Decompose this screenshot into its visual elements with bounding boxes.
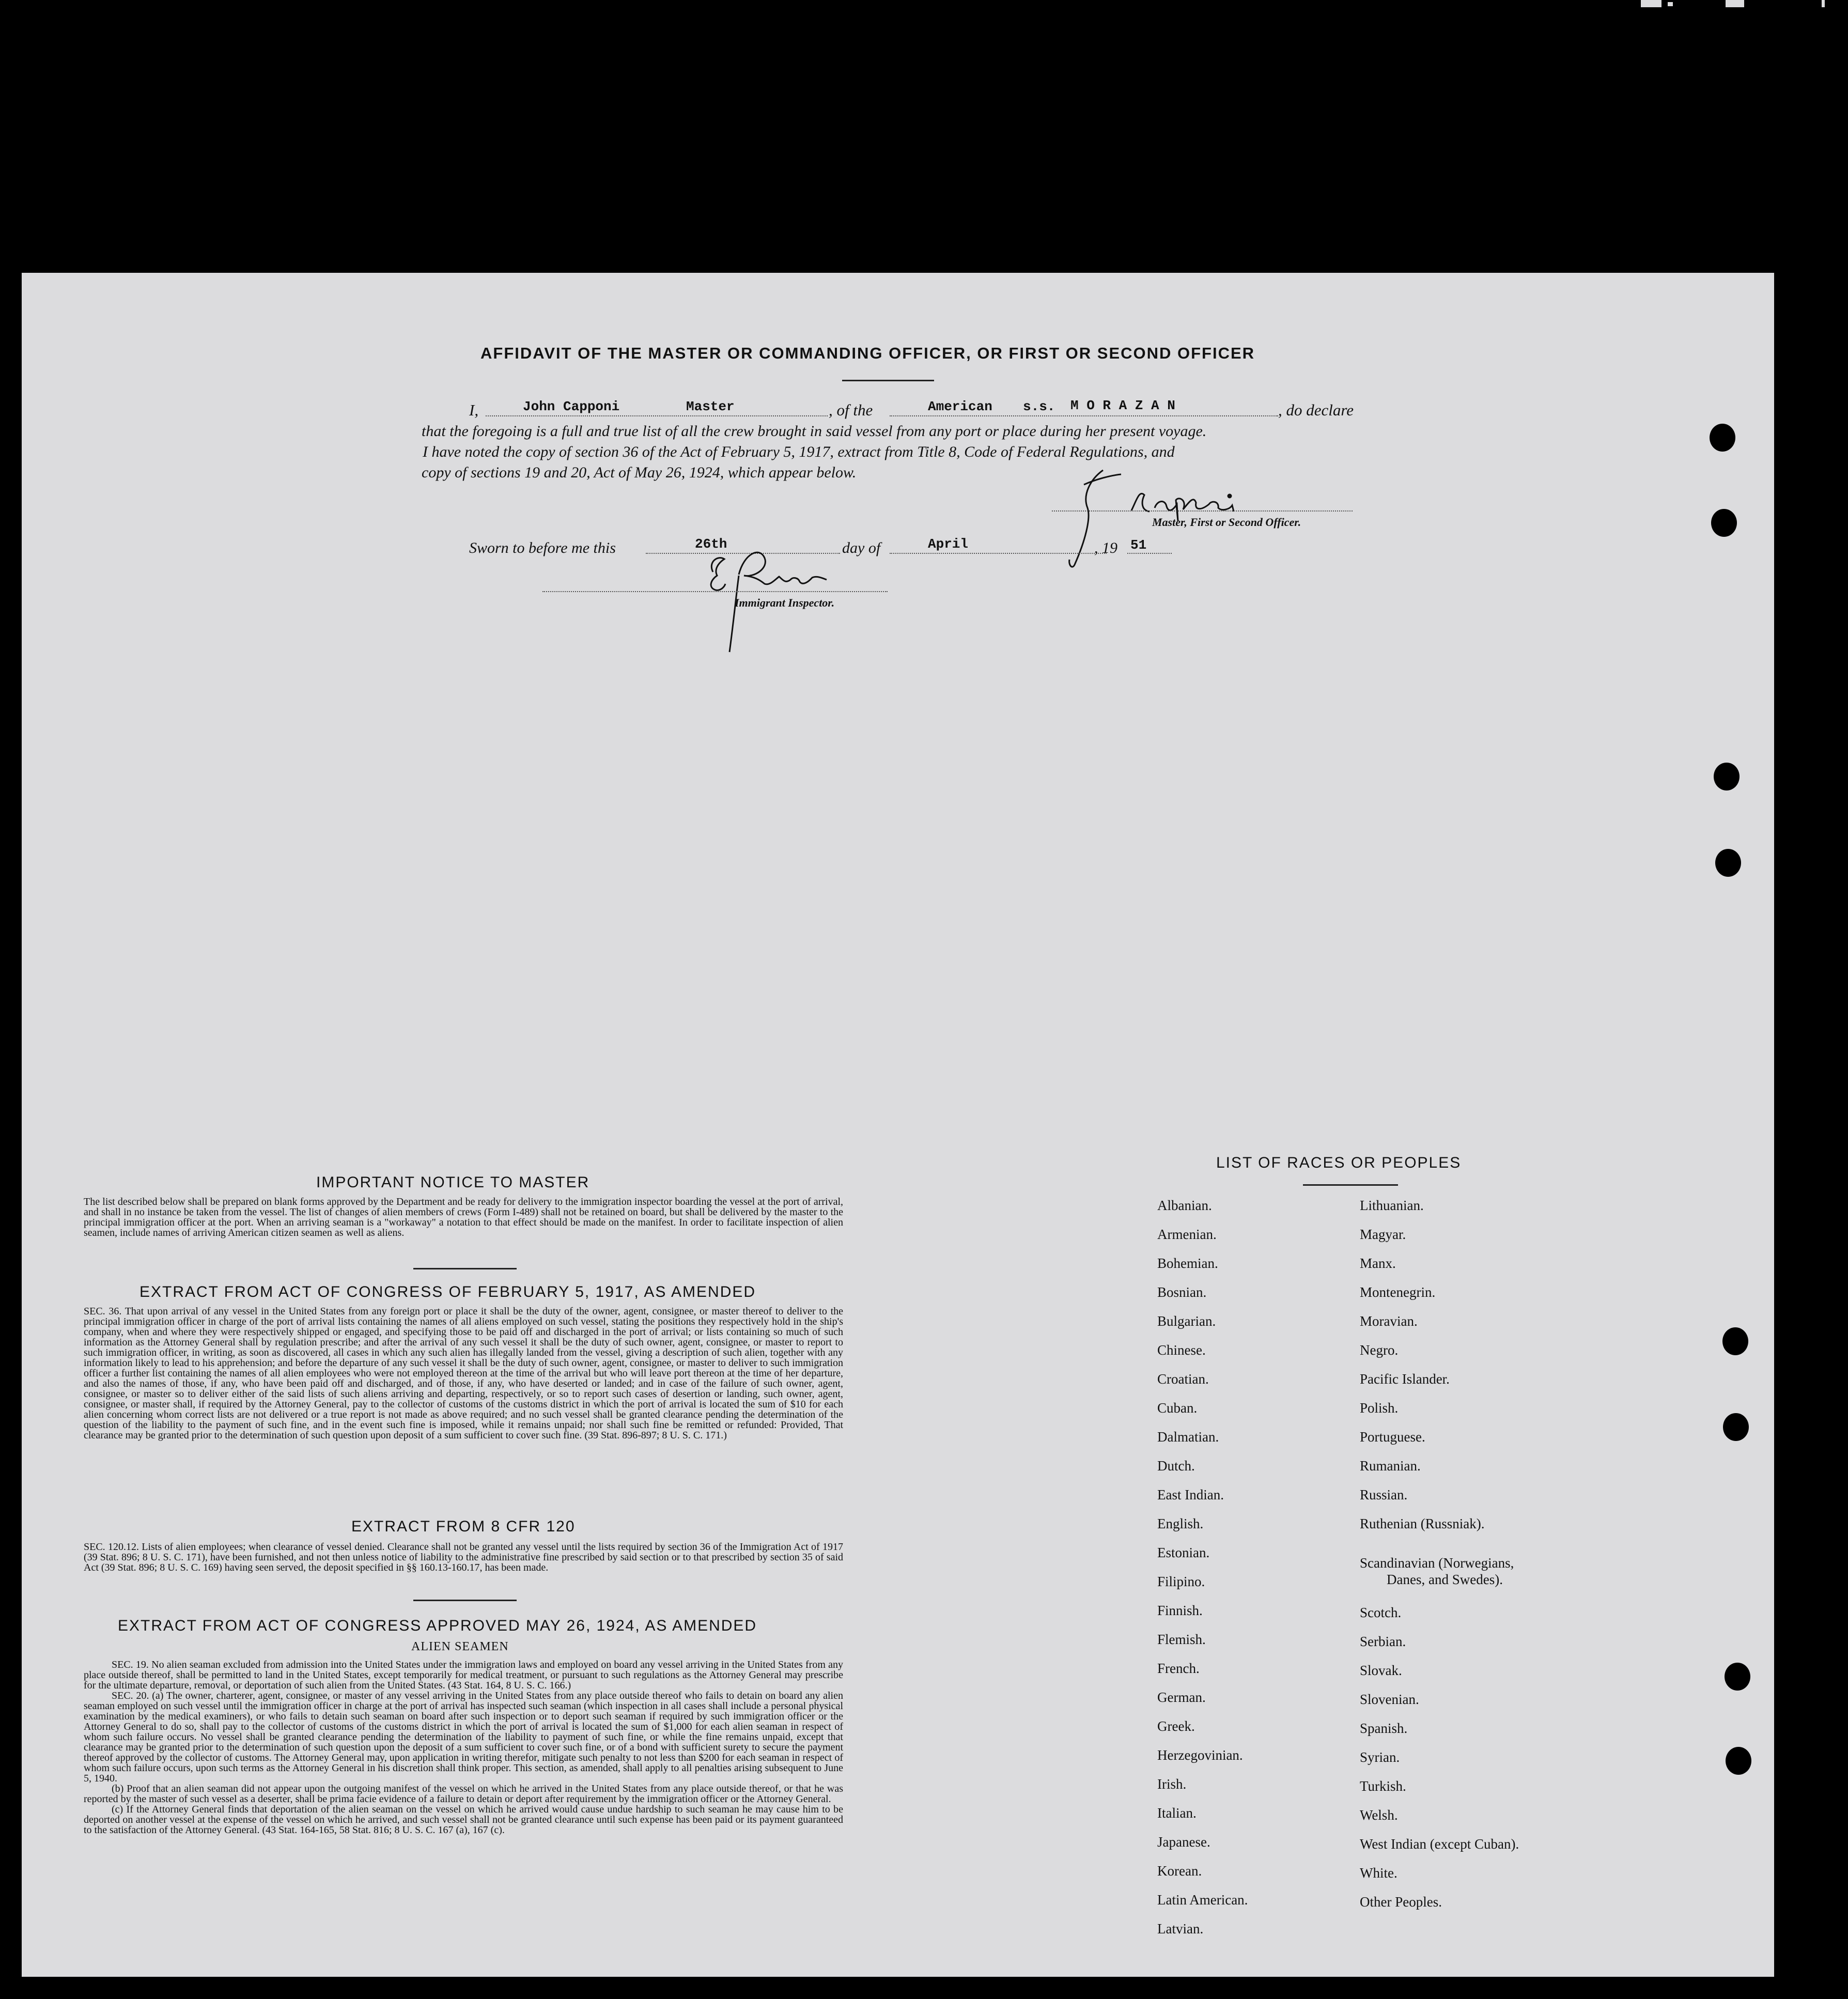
punch-hole bbox=[1714, 763, 1740, 791]
notice-rule bbox=[413, 1268, 517, 1269]
notice-title: IMPORTANT NOTICE TO MASTER bbox=[316, 1174, 590, 1191]
punch-hole bbox=[1726, 1747, 1751, 1775]
sworn-text: Sworn to before me this bbox=[469, 539, 616, 556]
scan-speck bbox=[1822, 0, 1825, 7]
extract-cfr-title: EXTRACT FROM 8 CFR 120 bbox=[351, 1518, 576, 1535]
race-item: Irish. bbox=[1157, 1776, 1187, 1792]
vessel-fill-line bbox=[890, 415, 1278, 416]
race-item: Spanish. bbox=[1360, 1721, 1408, 1736]
race-item: Rumanian. bbox=[1360, 1458, 1421, 1474]
race-item: Magyar. bbox=[1360, 1227, 1406, 1242]
race-item: East Indian. bbox=[1157, 1487, 1224, 1502]
extract-1924-title: EXTRACT FROM ACT OF CONGRESS APPROVED MAY 26, 1924, AS AMENDED bbox=[118, 1617, 757, 1634]
race-item: English. bbox=[1157, 1516, 1204, 1531]
affidavit-line-3: I have noted the copy of section 36 of the Act of February 5, 1917, extract from Title 8, Code of Federal Regulations, and bbox=[423, 443, 1175, 460]
race-item: Negro. bbox=[1360, 1342, 1399, 1358]
sec-20a-text: SEC. 20. (a) The owner, charterer, agent, consignee, or master of any vessel arriving in the United States from any place outside thereof who fails to detain on board any alien seaman employed on such vessel until the immigration officer in charge at the port of arrival has inspected such seaman (which inspection in all cases shall include a personal physical examination by the medical examiners), or who fails to detain such seaman on board after such inspection or to deport such seaman if required by such immigration officer or the Attorney General to do so, shall pay to the collector of customs of the customs district in which the port of arrival is located the sum of $1,000 for each alien seaman in respect of whom such failure occurs. No vessel shall be granted clearance pending the determination of the liability to payment of such fine, or while the fine remains unpaid, except that clearance may be granted prior to the determination of such question upon the deposit of a sum sufficient to cover such fine, or of a bond with sufficient surety to secure the payment thereof approved by the collector of customs. The Attorney General may, upon application in writing therefor, mitigate such penalty to not less than $200 for each seaman in respect of whom such failure occurs, upon such terms as the Attorney General in his discretion shall think proper. This section, as amended, shall apply to all penalties arising subsequent to June 5, 1940. bbox=[84, 1690, 843, 1784]
race-item: German. bbox=[1157, 1690, 1206, 1705]
race-item: Greek. bbox=[1157, 1718, 1195, 1734]
race-item: Croatian. bbox=[1157, 1371, 1209, 1387]
master-name: John Capponi bbox=[523, 399, 620, 414]
name-fill-line bbox=[486, 415, 828, 416]
sworn-day: 26th bbox=[695, 536, 727, 552]
master-rank: Master bbox=[686, 399, 735, 414]
vessel-name: M O R A Z A N bbox=[1070, 398, 1175, 413]
race-item: Cuban. bbox=[1157, 1400, 1198, 1416]
punch-hole bbox=[1710, 424, 1735, 452]
inspector-caption: Immigrant Inspector. bbox=[735, 596, 835, 609]
extract-1924-body bbox=[84, 1660, 843, 1835]
race-item: Scandinavian (Norwegians, bbox=[1360, 1555, 1514, 1571]
race-item: Welsh. bbox=[1360, 1807, 1398, 1823]
vessel-prefix: s.s. bbox=[1023, 399, 1055, 414]
race-item: White. bbox=[1360, 1865, 1397, 1881]
race-item: Danes, and Swedes). bbox=[1387, 1572, 1503, 1587]
race-item: Moravian. bbox=[1360, 1313, 1418, 1329]
signer-caption: Master, First or Second Officer. bbox=[1152, 516, 1301, 529]
race-item: West Indian (except Cuban). bbox=[1360, 1836, 1519, 1852]
extract-cfr-body bbox=[84, 1542, 843, 1573]
race-item: Portuguese. bbox=[1360, 1429, 1425, 1445]
sworn-year-prefix: , 19 bbox=[1094, 539, 1117, 556]
extract-1917-body bbox=[84, 1306, 843, 1440]
sec-20b-text: (b) Proof that an alien seaman did not appear upon the outgoing manifest of the vessel on which he arrived in the United States from any place outside thereof, or that he was reported by the master of such vessel as a deserter, shall be prima facie evidence of a failure to detain or deport after requirement by the immigration officer or the Attorney General. bbox=[84, 1783, 843, 1805]
sworn-month-line bbox=[890, 553, 1107, 554]
race-item: Syrian. bbox=[1360, 1749, 1400, 1765]
races-rule bbox=[1303, 1184, 1398, 1186]
race-item: Bosnian. bbox=[1157, 1284, 1207, 1300]
race-item: Herzegovinian. bbox=[1157, 1747, 1243, 1763]
affidavit-i: I, bbox=[469, 401, 479, 419]
affidavit-of-the: , of the bbox=[829, 401, 873, 419]
race-item: French. bbox=[1157, 1661, 1200, 1676]
race-item: Estonian. bbox=[1157, 1545, 1210, 1560]
vessel-nationality: American bbox=[928, 399, 992, 414]
race-item: Finnish. bbox=[1157, 1603, 1203, 1618]
extract-1917-text: SEC. 36. That upon arrival of any vessel in the United States from any foreign port or place it shall be the duty of the owner, agent, consignee, or master thereof to deliver to the principal immigration officer in charge of the port of arrival lists containing the names of all aliens employed on such vessel, stating the positions they respectively hold in the ship's company, when and where they were respectively shipped or engaged, and specifying those to be paid off and discharged in the port of arrival; or lists containing so much of such information as the Attorney General shall by regulation prescribe; and after the arrival of any such vessel it shall be the duty of such owner, agent, consignee, or master to report to such immigration officer, in writing, as soon as discovered, all cases in which any such alien has illegally landed from the vessel, giving a description of such alien, together with any information likely to lead to his apprehension; and before the departure of any such vessel it shall be the duty of such owner, agent, consignee, or master to deliver to such immigration officer a further list containing the names of all alien employees who were not employed thereon at the time of the arrival but who will leave port thereon at the time of her departure, and also the names of those, if any, who have been paid off and discharged, and of those, if any, who have deserted or landed; and in case of the failure of such owner, agent, consignee, or master so to deliver either of the said lists of such aliens arriving and departing, respectively, or so to report such cases of desertion or landing, such owner, agent, consignee, or master shall, if required by the Attorney General, pay to the collector of customs of the customs district in which the port of arrival is located the sum of $10 for each alien concerning whom correct lists are not delivered or a true report is not made as above required; and no such vessel shall be granted clearance pending the determination of the question of the liability to the payment of such fine, and in the event such fine is imposed, while it remains unpaid; nor shall such fine be remitted or refunded: Provided, That clearance may be granted prior to the determination of such question upon deposit of a sum sufficient to cover such fine. (39 Stat. 896-897; 8 U. S. C. 171.) bbox=[84, 1306, 843, 1441]
sworn-year-line bbox=[1127, 553, 1172, 554]
punch-hole bbox=[1715, 849, 1741, 877]
extract-cfr-text: SEC. 120.12. Lists of alien employees; when clearance of vessel denied. Clearance shall not be granted any vessel until the lists required by section 36 of the Immigration Act of 1917 (39 Stat. 896; 8 U. S. C. 171), have been furnished, and not then unless notice of liability to the administrative fine prescribed by said section or to that prescribed by section 35 of said Act (39 Stat. 896; 8 U. S. C. 169) having seen served, the deposit specified in §§ 160.13-160.17, has been made. bbox=[84, 1541, 843, 1573]
race-item: Russian. bbox=[1360, 1487, 1408, 1502]
races-title: LIST OF RACES OR PEOPLES bbox=[1216, 1154, 1462, 1171]
race-item: Polish. bbox=[1360, 1400, 1399, 1416]
inspector-signature-line bbox=[542, 591, 888, 592]
affidavit-title: AFFIDAVIT OF THE MASTER OR COMMANDING OFFICER, OR FIRST OR SECOND OFFICER bbox=[480, 344, 1255, 362]
race-item: Chinese. bbox=[1157, 1342, 1206, 1358]
punch-hole bbox=[1722, 1327, 1748, 1355]
race-item: Japanese. bbox=[1157, 1834, 1210, 1850]
race-item: Dalmatian. bbox=[1157, 1429, 1219, 1445]
race-item: Latin American. bbox=[1157, 1892, 1248, 1908]
punch-hole bbox=[1723, 1413, 1749, 1441]
race-item: Flemish. bbox=[1157, 1632, 1206, 1647]
race-item: Armenian. bbox=[1157, 1227, 1217, 1242]
master-signature-line bbox=[1052, 510, 1353, 512]
affidavit-line-4: copy of sections 19 and 20, Act of May 26, 1924, which appear below. bbox=[422, 464, 857, 481]
notice-text: The list described below shall be prepared on blank forms approved by the Department and be ready for delivery to the immigration inspector boarding the vessel at the port of arrival, and shall in no instance be taken from the vessel. The list of changes of alien members of crews (Form I-489) shall not be retained on board, but shall be delivered by the master to the principal immigration officer at the port. When an arriving seaman is a "workaway" a notation to that effect should be made on the manifest. In order to facilitate inspection of alien seamen, include names of arriving American citizen seamen as well as aliens. bbox=[84, 1196, 843, 1238]
race-item: Albanian. bbox=[1157, 1198, 1212, 1213]
sec-19-text: SEC. 19. No alien seaman excluded from admission into the United States under the immigration laws and employed on board any vessel arriving in the United States from any place outside thereof, shall be permitted to land in the United States, except temporarily for medical treatment, or pursuant to such regulations as the Attorney General may prescribe for the ultimate departure, removal, or deportation of such alien from the United States. (43 Stat. 164, 8 U. S. C. 166.) bbox=[84, 1659, 843, 1691]
race-item: Italian. bbox=[1157, 1805, 1197, 1821]
sworn-day-of: day of bbox=[842, 539, 881, 556]
scan-speck bbox=[1668, 2, 1673, 6]
race-item: Ruthenian (Russniak). bbox=[1360, 1516, 1485, 1531]
race-item: Other Peoples. bbox=[1360, 1894, 1442, 1910]
sec-20c-text: (c) If the Attorney General finds that deportation of the alien seaman on the vessel on which he arrived would cause undue hardship to such seaman he may cause him to be deported on another vessel at the expense of the vessel on which he arrived, and such vessel shall not be granted clearance until such expense has been paid or its payment guaranteed to the satisfaction of the Attorney General. (43 Stat. 164-165, 58 Stat. 816; 8 U. S. C. 167 (a), 167 (c). bbox=[84, 1804, 843, 1836]
race-item: Bohemian. bbox=[1157, 1256, 1218, 1271]
race-item: Scotch. bbox=[1360, 1605, 1402, 1620]
race-item: Korean. bbox=[1157, 1863, 1202, 1879]
race-item: Manx. bbox=[1360, 1256, 1396, 1271]
race-item: Pacific Islander. bbox=[1360, 1371, 1450, 1387]
sworn-year: 51 bbox=[1130, 537, 1147, 553]
punch-hole bbox=[1725, 1663, 1750, 1691]
sworn-month: April bbox=[928, 536, 969, 552]
scan-speck bbox=[1641, 0, 1661, 7]
affidavit-line-2: that the foregoing is a full and true list of all the crew brought in said vessel from any port or place during her present voyage. bbox=[422, 423, 1207, 440]
race-item: Dutch. bbox=[1157, 1458, 1195, 1474]
affidavit-do-declare: , do declare bbox=[1278, 401, 1354, 419]
race-item: Lithuanian. bbox=[1360, 1198, 1424, 1213]
notice-body bbox=[84, 1197, 843, 1238]
race-item: Turkish. bbox=[1360, 1778, 1406, 1794]
title-rule bbox=[842, 380, 934, 381]
race-item: Serbian. bbox=[1360, 1634, 1406, 1649]
extract-1917-title: EXTRACT FROM ACT OF CONGRESS OF FEBRUARY 5, 1917, AS AMENDED bbox=[139, 1283, 756, 1300]
cfr-rule bbox=[413, 1600, 517, 1601]
race-item: Montenegrin. bbox=[1360, 1284, 1436, 1300]
race-item: Filipino. bbox=[1157, 1574, 1205, 1589]
scan-speck bbox=[1726, 0, 1744, 7]
race-item: Latvian. bbox=[1157, 1921, 1204, 1936]
punch-hole bbox=[1711, 509, 1737, 537]
race-item: Slovak. bbox=[1360, 1663, 1402, 1678]
race-item: Slovenian. bbox=[1360, 1692, 1419, 1707]
extract-1924-subtitle: ALIEN SEAMEN bbox=[411, 1640, 509, 1653]
race-item: Bulgarian. bbox=[1157, 1313, 1216, 1329]
